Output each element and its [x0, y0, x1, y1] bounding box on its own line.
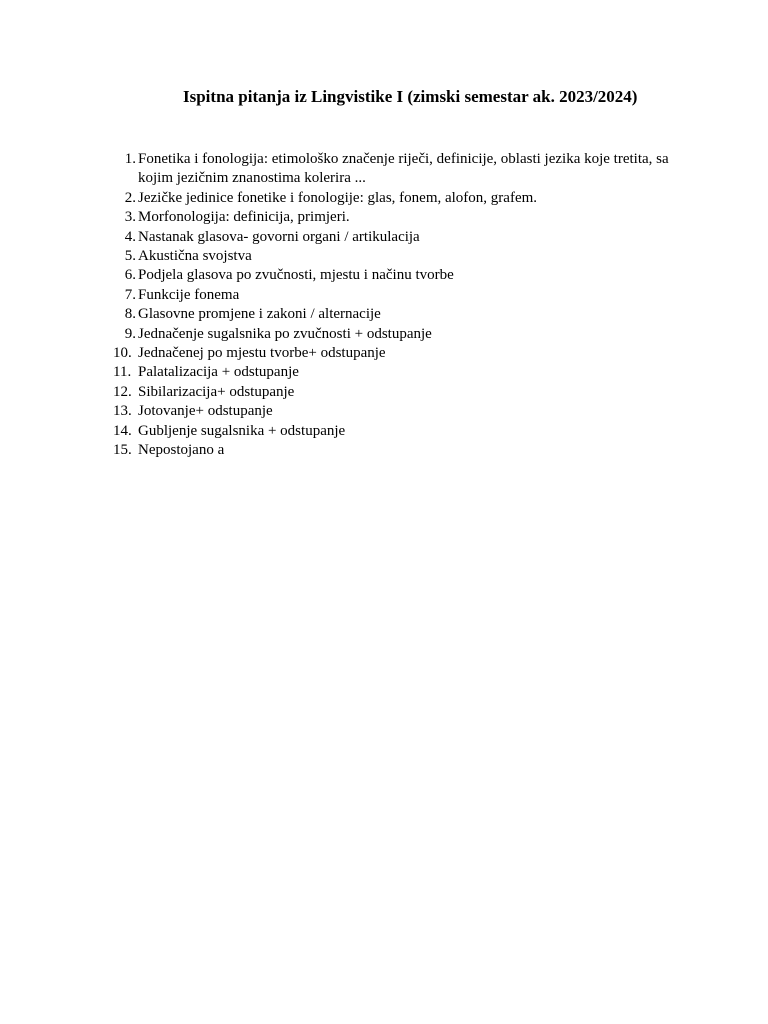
- question-text: Jednačenje sugalsnika po zvučnosti + odstupanje: [138, 325, 432, 342]
- question-number: 8.: [124, 306, 136, 323]
- question-text: Gubljenje sugalsnika + odstupanje: [138, 422, 346, 439]
- question-text: Nastanak glasova- govorni organi / artikulacija: [138, 228, 420, 245]
- question-number: 9.: [124, 325, 136, 342]
- list-item: [113, 383, 683, 402]
- question-text: Akustična svojstva: [138, 248, 252, 265]
- question-number: 7.: [124, 286, 136, 303]
- question-text: Podjela glasova po zvučnosti, mjestu i načinu tvorbe: [138, 267, 454, 284]
- list-item: [113, 325, 683, 344]
- question-text: Jednačenej po mjestu tvorbe+ odstupanje: [138, 345, 386, 362]
- list-item: [113, 286, 683, 305]
- question-number: 2.: [124, 189, 136, 206]
- question-number: 6.: [124, 267, 136, 284]
- question-number: 15.: [113, 442, 132, 459]
- list-item: [113, 402, 683, 421]
- question-number: 4.: [124, 228, 136, 245]
- list-item: [113, 344, 683, 363]
- question-text: Funkcije fonema: [138, 286, 240, 303]
- question-number: 1.: [124, 151, 136, 167]
- question-text: Morfonologija: definicija, primjeri.: [138, 209, 350, 226]
- list-item: [113, 247, 683, 266]
- question-number: 5.: [124, 248, 136, 265]
- list-item: [113, 422, 683, 441]
- document-title: Ispitna pitanja iz Lingvistike I (zimski semestar ak. 2023/2024): [183, 87, 638, 106]
- question-number: 10.: [113, 345, 132, 362]
- list-item: [113, 441, 683, 460]
- list-item: [113, 150, 683, 189]
- question-text: Glasovne promjene i zakoni / alternacije: [138, 306, 381, 323]
- list-item: [113, 189, 683, 208]
- question-list: [113, 150, 683, 461]
- list-item: [113, 228, 683, 247]
- question-text: Fonetika i fonologija: etimološko značenje riječi, definicije, oblasti jezika koje tretita, sa kojim jezičnim znanostima kolerira ...: [138, 151, 669, 187]
- question-text: Nepostojano a: [138, 442, 225, 459]
- list-item: [113, 208, 683, 227]
- list-item: [113, 305, 683, 324]
- question-text: Jotovanje+ odstupanje: [138, 403, 273, 420]
- question-text: Jezičke jedinice fonetike i fonologije: glas, fonem, alofon, grafem.: [138, 189, 538, 206]
- question-text: Sibilarizacija+ odstupanje: [138, 383, 295, 400]
- list-item: [113, 363, 683, 382]
- question-text: Palatalizacija + odstupanje: [138, 364, 299, 381]
- list-item: [113, 266, 683, 285]
- question-number: 14.: [113, 422, 132, 439]
- question-number: 12.: [113, 383, 132, 400]
- question-number: 11.: [113, 364, 132, 381]
- question-number: 13.: [113, 403, 132, 420]
- question-number: 3.: [124, 209, 136, 226]
